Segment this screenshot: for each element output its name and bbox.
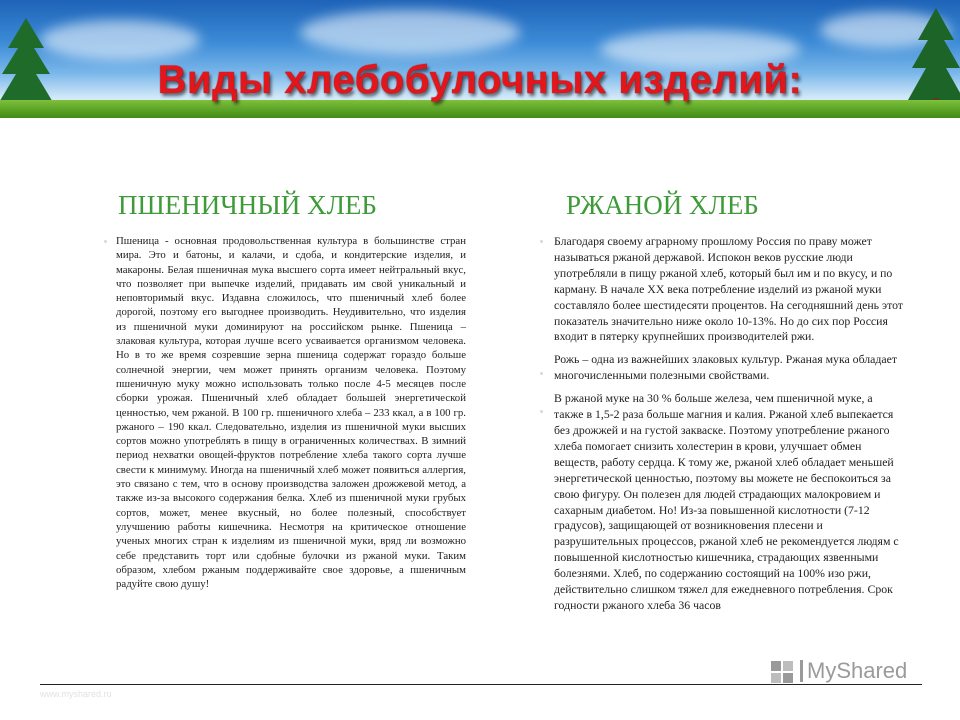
footer-faint-text: www.myshared.ru (40, 689, 112, 699)
right-column-heading: РЖАНОЙ ХЛЕБ (566, 190, 759, 220)
logo-text: MyShared (807, 658, 908, 683)
right-paragraph: В ржаной муке на 30 % больше железа, чем пшеничной муке, а также в 1,5-2 раза больше магния и калия. Ржаной хлеб выпекается без дрожжей и на густой закваске. Поэтому употребление ржаного хлеба помогает снизить холестерин в крови, улучшает обмен веществ, работу сердца. К тому же, ржаной хлеб обладает меньшей энергетической ценностью, поэтому вы можете не беспокоиться за свою фигуру. Он полезен для людей страдающих малокровием и сахарным диабетом. Но! Из-за повышенной кислотности (7-12 градусов), защищающей от возникновения плесени и разрушительных процессов, ржаной хлеб не рекомендуется людям с повышенной кислотностью кишечника, страдающих язвенными болезнями. Хлеб, по содержанию состоящий на 100% изо ржи, действительно слишком тяжел для ежедневного потребления. Срок годности ржаного хлеба 36 часов (554, 391, 899, 612)
right-column-text (554, 234, 904, 621)
myshared-logo-icon (770, 658, 796, 684)
slide-title: Виды хлебобулочных изделий: (157, 58, 803, 102)
left-column-heading: ПШЕНИЧНЫЙ ХЛЕБ (118, 190, 377, 220)
bullet-dot-icon (104, 240, 107, 243)
myshared-logo[interactable] (770, 656, 907, 686)
bullet-dot-icon (540, 372, 543, 375)
right-paragraph: Рожь – одна из важнейших злаковых культур. Ржаная мука обладает многочисленными полезными свойствами. (554, 352, 898, 383)
bullet-dot-icon (540, 410, 543, 413)
left-column-text: Пшеница - основная продовольственная культура в большинстве стран мира. Это и батоны, и калачи, и сдоба, и кондитерские изделия, и макароны. Белая пшеничная мука высшего сорта имеет нейтральный вкус, что позволяет при выпечке изделий, придавать им свой уникальный и неповторимый вкус. Издавна сложилось, что пшеничный хлеб более дорогой, поэтому его выгоднее производить. Неудивительно, что изделия из пшеничной муки доминируют на российском рынке. Пшеница – злаковая культура, которая лучше всего усваивается организмом человека. Но в то же время созревшие зерна пшеница содержат гораздо больше солнечной энергии, чем может принять организм человека. Поэтому пшеничную муку можно использовать только после 4-5 месяцев после сборки урожая. Пшеничный хлеб обладает большей энергетической ценностью, чем ржаной. В 100 гр. пшеничного хлеба – 233 ккал, а в 100 гр. ржаного – 190 ккал. Следовательно, изделия из пшеничной муки высших сортов можно употреблять в пищу в ограниченных количествах. В зимний период нехватки овощей-фруктов потребление хлеба такого сорта лучше свести к минимуму. Иногда на пшеничный хлеб может появиться аллергия, это связано с тем, что в основу производства заложен дрожжевой метод, а также из-за высокого содержания белка. Хлеб из пшеничной муки грубых сортов, может, менее вкусный, но более полезный, способствует улучшению работы кишечника. Несмотря на критическое отношение ученых многих стран к изделиям из пшеничной муки, вряд ли возможно себе представить торт или сдобные булочки из ржаной муки. Таким образом, хлебом ржаным поддерживайте свое здоровье, а пшеничным радуйте свою душу! (116, 235, 466, 591)
bullet-dot-icon (540, 240, 543, 243)
right-paragraph: Благодаря своему аграрному прошлому Россия по праву может называться ржаной державой. Испокон веков русские люди употребляли в пищу ржаной хлеб, который был им и по вкусу, и по карману. В начале XX века потребление изделий из ржаной муки составляло более шестидесяти процентов. На сегодняшний день этот показатель значительно ниже около 10-13%. Но до сих пор Россия входит в пятерку крупнейших производителей ржи. (554, 234, 903, 344)
